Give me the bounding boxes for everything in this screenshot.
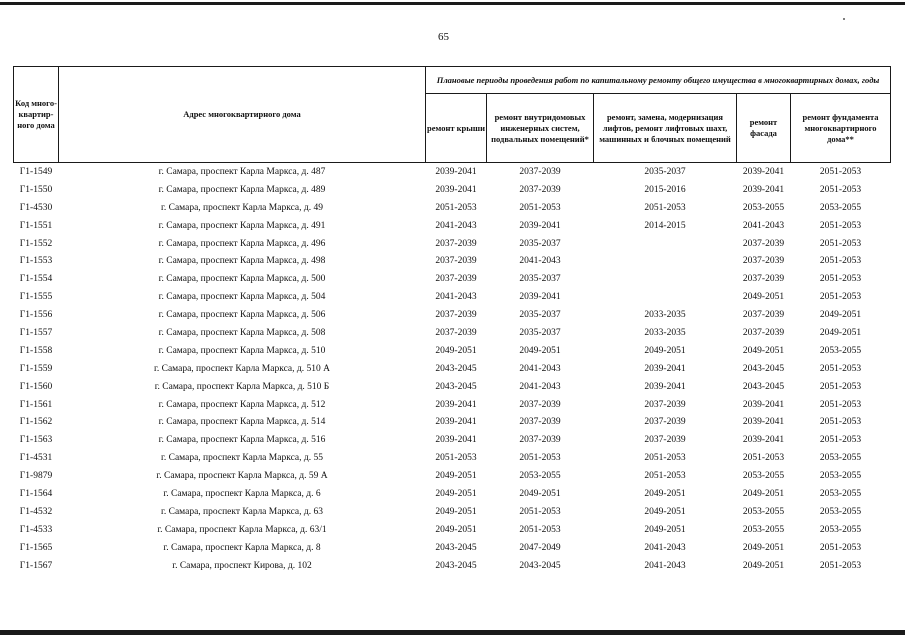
roof-period-cell: 2049-2051: [435, 488, 477, 499]
header-repair-periods: Плановые периоды проведения работ по капитальному ремонту общего имущества в многоквартирных домах, годы: [426, 67, 891, 94]
code-cell: Г1-1552: [19, 238, 53, 249]
utilities-period-cell: 2037-2039: [519, 417, 561, 428]
address-cell: г. Самара, проспект Карла Маркса, д. 496: [158, 238, 326, 249]
facade-period-cell: 2037-2039: [742, 256, 785, 267]
address-cell: г. Самара, проспект Карла Маркса, д. 487: [59, 163, 426, 181]
lifts-period-cell: [594, 252, 737, 270]
table-row: [14, 503, 891, 521]
table-row: [14, 235, 891, 253]
utilities-period-cell: 2051-2053: [519, 524, 561, 535]
facade-period-cell: 2039-2041: [737, 163, 791, 181]
table-row: [14, 288, 891, 306]
utilities-period-cell: 2051-2053: [519, 453, 561, 464]
lifts-period-cell: 2049-2051: [644, 524, 686, 535]
utilities-period-cell: 2051-2053: [519, 202, 561, 213]
facade-period-cell: 2037-2039: [742, 327, 785, 338]
roof-period-cell: 2037-2039: [435, 274, 477, 285]
address-cell: г. Самара, проспект Карла Маркса, д. 504: [158, 292, 326, 303]
code-cell: Г1-1565: [19, 542, 53, 553]
roof-period-cell: 2041-2043: [435, 292, 477, 303]
roof-period-cell: 2043-2045: [435, 363, 477, 374]
address-cell: г. Самара, проспект Карла Маркса, д. 512: [158, 399, 326, 410]
utilities-period-cell: 2041-2043: [519, 381, 561, 392]
foundation-period-cell: 2051-2053: [819, 292, 862, 303]
address-cell: г. Самара, проспект Карла Маркса, д. 491: [158, 220, 326, 231]
lifts-period-cell: [594, 288, 737, 306]
foundation-period-cell: 2051-2053: [819, 381, 862, 392]
repair-schedule-table: [13, 66, 891, 574]
code-cell: Г1-1553: [19, 256, 53, 267]
lifts-period-cell: 2051-2053: [644, 202, 686, 213]
utilities-period-cell: 2035-2037: [519, 274, 561, 285]
facade-period-cell: 2041-2043: [742, 220, 785, 231]
roof-period-cell: 2049-2051: [435, 345, 477, 356]
address-cell: г. Самара, проспект Карла Маркса, д. 498: [158, 256, 326, 267]
code-cell: Г1-1564: [19, 488, 53, 499]
address-cell: г. Самара, проспект Карла Маркса, д. 514: [158, 417, 326, 428]
foundation-period-cell: 2051-2053: [819, 560, 862, 571]
table-row: [14, 270, 891, 288]
utilities-period-cell: 2051-2053: [519, 506, 561, 517]
code-cell: Г1-1549: [14, 163, 59, 181]
facade-period-cell: 2039-2041: [742, 435, 785, 446]
facade-period-cell: 2039-2041: [742, 417, 785, 428]
code-cell: Г1-1567: [19, 560, 53, 571]
roof-period-cell: 2049-2051: [435, 524, 477, 535]
table-row: [14, 396, 891, 414]
facade-period-cell: 2051-2053: [742, 453, 785, 464]
foundation-period-cell: 2053-2055: [819, 202, 862, 213]
table-row: [14, 378, 891, 396]
address-cell: г. Самара, проспект Карла Маркса, д. 508: [158, 327, 326, 338]
code-cell: Г1-4533: [19, 524, 53, 535]
foundation-period-cell: 2053-2055: [819, 524, 862, 535]
roof-period-cell: 2037-2039: [435, 238, 477, 249]
utilities-period-cell: 2037-2039: [487, 163, 594, 181]
foundation-period-cell: 2053-2055: [819, 345, 862, 356]
foundation-period-cell: 2051-2053: [791, 163, 891, 181]
utilities-period-cell: 2043-2045: [519, 560, 561, 571]
lifts-period-cell: 2015-2016: [644, 184, 686, 195]
foundation-period-cell: 2051-2053: [819, 417, 862, 428]
utilities-period-cell: 2037-2039: [519, 399, 561, 410]
foundation-period-cell: 2051-2053: [819, 542, 862, 553]
facade-period-cell: 2049-2051: [742, 488, 785, 499]
lifts-period-cell: 2035-2037: [594, 163, 737, 181]
foundation-period-cell: 2053-2055: [819, 471, 862, 482]
roof-period-cell: 2039-2041: [435, 435, 477, 446]
header-address: Адрес многоквартирного дома: [59, 67, 426, 163]
foundation-period-cell: 2051-2053: [819, 274, 862, 285]
header-foundation: ремонт фундамента многоквартирного дома**: [791, 94, 891, 163]
facade-period-cell: 2037-2039: [742, 310, 785, 321]
lifts-period-cell: 2039-2041: [644, 363, 686, 374]
code-cell: Г1-4531: [19, 453, 53, 464]
address-cell: г. Самара, проспект Карла Маркса, д. 489: [158, 184, 326, 195]
lifts-period-cell: 2014-2015: [644, 220, 686, 231]
code-cell: Г1-1556: [19, 310, 53, 321]
utilities-period-cell: 2041-2043: [519, 256, 561, 267]
header-roof: ремонт крыши: [426, 94, 487, 163]
address-cell: г. Самара, проспект Карла Маркса, д. 510 Б: [154, 381, 330, 392]
table-row: [14, 306, 891, 324]
roof-period-cell: 2049-2051: [435, 506, 477, 517]
roof-period-cell: 2051-2053: [435, 202, 477, 213]
code-cell: Г1-9879: [19, 471, 53, 482]
foundation-period-cell: 2053-2055: [819, 488, 862, 499]
scan-speck: [843, 18, 845, 20]
utilities-period-cell: 2035-2037: [519, 238, 561, 249]
foundation-period-cell: 2053-2055: [819, 506, 862, 517]
lifts-period-cell: 2051-2053: [644, 453, 686, 464]
lifts-period-cell: 2049-2051: [644, 506, 686, 517]
foundation-period-cell: 2051-2053: [819, 184, 862, 195]
foundation-period-cell: 2053-2055: [819, 453, 862, 464]
header-code: Код много-квартир-ного дома: [14, 67, 59, 163]
facade-period-cell: 2043-2045: [742, 381, 785, 392]
roof-period-cell: 2037-2039: [435, 256, 477, 267]
table-row: [14, 449, 891, 467]
facade-period-cell: 2039-2041: [742, 184, 785, 195]
facade-period-cell: 2053-2055: [742, 506, 785, 517]
address-cell: г. Самара, проспект Карла Маркса, д. 55: [161, 453, 323, 464]
code-cell: Г1-1562: [19, 417, 53, 428]
address-cell: г. Самара, проспект Карла Маркса, д. 59 А: [156, 471, 328, 482]
lifts-period-cell: 2037-2039: [644, 399, 686, 410]
address-cell: г. Самара, проспект Карла Маркса, д. 506: [158, 310, 326, 321]
lifts-period-cell: 2039-2041: [644, 381, 686, 392]
table-row: [14, 467, 891, 485]
table-row: [14, 342, 891, 360]
table-row: [14, 485, 891, 503]
table-row: [14, 413, 891, 431]
facade-period-cell: 2049-2051: [742, 345, 785, 356]
facade-period-cell: 2037-2039: [742, 274, 785, 285]
code-cell: Г1-1555: [19, 292, 53, 303]
header-facade: ремонт фасада: [737, 94, 791, 163]
utilities-period-cell: 2037-2039: [519, 435, 561, 446]
table-row: [14, 360, 891, 378]
utilities-period-cell: 2041-2043: [519, 363, 561, 374]
utilities-period-cell: 2039-2041: [519, 220, 561, 231]
utilities-period-cell: 2039-2041: [519, 292, 561, 303]
facade-period-cell: 2043-2045: [742, 363, 785, 374]
address-cell: г. Самара, проспект Карла Маркса, д. 500: [158, 274, 326, 285]
utilities-period-cell: 2049-2051: [519, 488, 561, 499]
lifts-period-cell: 2037-2039: [644, 435, 686, 446]
lifts-period-cell: [594, 270, 737, 288]
roof-period-cell: 2043-2045: [435, 542, 477, 553]
address-cell: г. Самара, проспект Карла Маркса, д. 6: [163, 488, 321, 499]
facade-period-cell: 2053-2055: [742, 202, 785, 213]
roof-period-cell: 2051-2053: [435, 453, 477, 464]
facade-period-cell: 2053-2055: [742, 471, 785, 482]
facade-period-cell: 2037-2039: [742, 238, 785, 249]
code-cell: Г1-1558: [19, 345, 53, 356]
table-row: [14, 252, 891, 270]
utilities-period-cell: 2049-2051: [519, 345, 561, 356]
roof-period-cell: 2049-2051: [435, 471, 477, 482]
foundation-period-cell: 2049-2051: [819, 327, 862, 338]
address-cell: г. Самара, проспект Карла Маркса, д. 516: [158, 435, 326, 446]
table-row: [14, 431, 891, 449]
foundation-period-cell: 2051-2053: [819, 220, 862, 231]
table-body: [14, 163, 891, 575]
facade-period-cell: 2053-2055: [742, 524, 785, 535]
header-lifts: ремонт, замена, модернизация лифтов, ремонт лифтовых шахт, машинных и блочных помещений: [594, 94, 737, 163]
utilities-period-cell: 2035-2037: [519, 327, 561, 338]
lifts-period-cell: 2041-2043: [644, 542, 686, 553]
table-row: [14, 181, 891, 199]
code-cell: Г1-1559: [19, 363, 53, 374]
table-header: [14, 67, 891, 163]
code-cell: Г1-1551: [19, 220, 53, 231]
code-cell: Г1-1550: [19, 184, 53, 195]
address-cell: г. Самара, проспект Карла Маркса, д. 510: [158, 345, 326, 356]
roof-period-cell: 2039-2041: [435, 184, 477, 195]
table-row: [14, 324, 891, 342]
foundation-period-cell: 2051-2053: [819, 435, 862, 446]
code-cell: Г1-4530: [19, 202, 53, 213]
facade-period-cell: 2049-2051: [742, 292, 785, 303]
table-row: [14, 163, 891, 181]
foundation-period-cell: 2051-2053: [819, 399, 862, 410]
lifts-period-cell: 2049-2051: [644, 345, 686, 356]
code-cell: Г1-1554: [19, 274, 53, 285]
facade-period-cell: 2039-2041: [742, 399, 785, 410]
lifts-period-cell: [594, 235, 737, 253]
roof-period-cell: 2039-2041: [435, 399, 477, 410]
foundation-period-cell: 2051-2053: [819, 363, 862, 374]
utilities-period-cell: 2047-2049: [519, 542, 561, 553]
utilities-period-cell: 2053-2055: [519, 471, 561, 482]
foundation-period-cell: 2049-2051: [819, 310, 862, 321]
page-number: 65: [438, 31, 449, 43]
roof-period-cell: 2043-2045: [435, 560, 477, 571]
lifts-period-cell: 2041-2043: [644, 560, 686, 571]
lifts-period-cell: 2033-2035: [644, 327, 686, 338]
table-row: [14, 539, 891, 557]
address-cell: г. Самара, проспект Карла Маркса, д. 63/1: [157, 524, 327, 535]
address-cell: г. Самара, проспект Карла Маркса, д. 510 А: [154, 363, 330, 374]
address-cell: г. Самара, проспект Карла Маркса, д. 8: [163, 542, 321, 553]
lifts-period-cell: 2037-2039: [644, 417, 686, 428]
address-cell: г. Самара, проспект Карла Маркса, д. 63: [161, 506, 323, 517]
address-cell: г. Самара, проспект Кирова, д. 102: [172, 560, 312, 571]
roof-period-cell: 2037-2039: [435, 327, 477, 338]
foundation-period-cell: 2051-2053: [819, 256, 862, 267]
address-cell: г. Самара, проспект Карла Маркса, д. 49: [161, 202, 323, 213]
facade-period-cell: 2049-2051: [742, 542, 785, 553]
foundation-period-cell: 2051-2053: [819, 238, 862, 249]
code-cell: Г1-1557: [19, 327, 53, 338]
roof-period-cell: 2043-2045: [435, 381, 477, 392]
utilities-period-cell: 2035-2037: [519, 310, 561, 321]
roof-period-cell: 2037-2039: [435, 310, 477, 321]
code-cell: Г1-1560: [19, 381, 53, 392]
top-rule: [0, 2, 905, 5]
code-cell: Г1-4532: [19, 506, 53, 517]
lifts-period-cell: 2051-2053: [644, 471, 686, 482]
table-row: [14, 521, 891, 539]
code-cell: Г1-1561: [19, 399, 53, 410]
lifts-period-cell: 2033-2035: [644, 310, 686, 321]
table-row: [14, 217, 891, 235]
header-utilities: ремонт внутридомовых инженерных систем, подвальных помещений*: [487, 94, 594, 163]
table-row: [14, 557, 891, 575]
code-cell: Г1-1563: [19, 435, 53, 446]
roof-period-cell: 2041-2043: [435, 220, 477, 231]
roof-period-cell: 2039-2041: [435, 417, 477, 428]
facade-period-cell: 2049-2051: [742, 560, 785, 571]
roof-period-cell: 2039-2041: [426, 163, 487, 181]
lifts-period-cell: 2049-2051: [644, 488, 686, 499]
bottom-rule: [0, 630, 905, 635]
table-row: [14, 199, 891, 217]
utilities-period-cell: 2037-2039: [519, 184, 561, 195]
